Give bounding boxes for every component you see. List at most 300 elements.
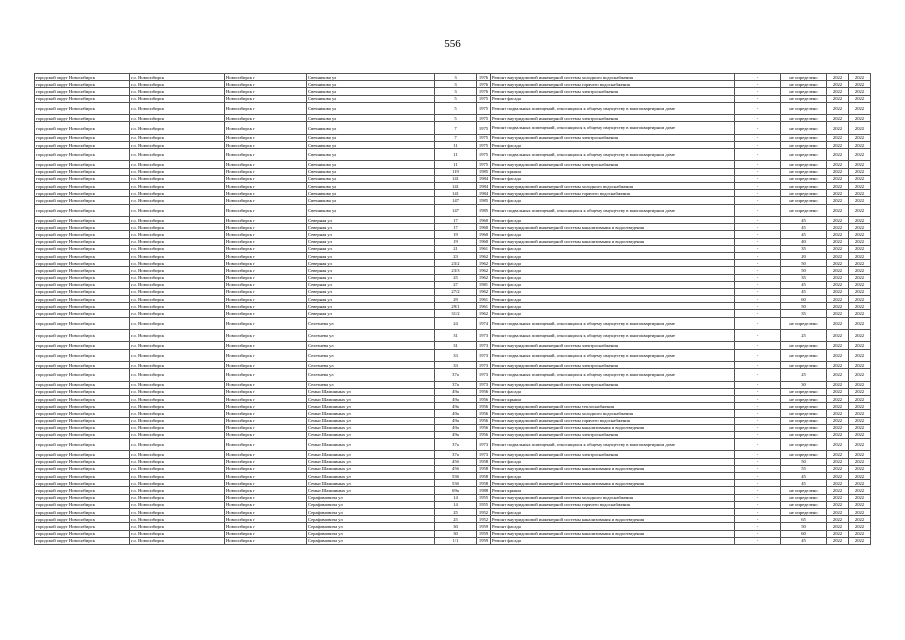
cell-cost-value: не определено <box>781 417 827 424</box>
cell-year-end: 2022 <box>849 417 871 424</box>
cell-year-end: 2022 <box>849 530 871 537</box>
table-row <box>35 501 871 508</box>
table-row <box>35 81 871 88</box>
table-row <box>35 487 871 494</box>
cell-house-number: 49а <box>435 395 477 402</box>
cell-district: г.о. Новосибирск <box>130 465 225 472</box>
cell-year-end: 2022 <box>849 516 871 523</box>
cell-year-end: 2022 <box>849 190 871 197</box>
cell-work-type: Ремонт подвальных помещений, относящихся к общему имуществу в многоквартирном доме <box>491 204 735 216</box>
cell-street: Свечникова ул <box>307 168 435 175</box>
cell-year-start: 2022 <box>827 523 849 530</box>
cell-district: г.о. Новосибирск <box>130 115 225 122</box>
cell-district: г.о. Новосибирск <box>130 451 225 458</box>
cell-year-end: 2022 <box>849 494 871 501</box>
cell-work-type: Ремонт фасада <box>491 95 735 102</box>
cell-build-year: 1984 <box>477 183 491 190</box>
cell-district: г.о. Новосибирск <box>130 190 225 197</box>
cell-district: г.о. Новосибирск <box>130 281 225 288</box>
cell-settlement: Новосибирск г <box>225 317 307 329</box>
cell-col-dash: - <box>735 361 781 368</box>
table-row <box>35 197 871 204</box>
cell-cost-value: не определено <box>781 134 827 141</box>
cell-street: Свечникова ул <box>307 122 435 134</box>
cell-cost-value: не определено <box>781 410 827 417</box>
cell-municipality: городской округ Новосибирск <box>35 473 130 480</box>
cell-street: Свечникова ул <box>307 95 435 102</box>
cell-settlement: Новосибирск г <box>225 508 307 515</box>
cell-municipality: городской округ Новосибирск <box>35 81 130 88</box>
cell-municipality: городской округ Новосибирск <box>35 494 130 501</box>
cell-year-end: 2022 <box>849 310 871 317</box>
table-row <box>35 458 871 465</box>
cell-street: Селезнева ул <box>307 361 435 368</box>
cell-street: Серафимовича ул <box>307 516 435 523</box>
cell-col-dash: - <box>735 95 781 102</box>
cell-settlement: Новосибирск г <box>225 267 307 274</box>
cell-settlement: Новосибирск г <box>225 252 307 259</box>
cell-municipality: городской округ Новосибирск <box>35 197 130 204</box>
cell-build-year: 1962 <box>477 310 491 317</box>
cell-district: г.о. Новосибирск <box>130 388 225 395</box>
cell-build-year: 1955 <box>477 494 491 501</box>
cell-build-year: 1975 <box>477 122 491 134</box>
cell-work-type: Ремонт внутридомовой инженерной системы канализования и водоотведения <box>491 238 735 245</box>
cell-cost-value: не определено <box>781 388 827 395</box>
cell-col-dash: - <box>735 439 781 451</box>
cell-municipality: городской округ Новосибирск <box>35 395 130 402</box>
table-row <box>35 317 871 329</box>
cell-house-number: 37а <box>435 369 477 381</box>
cell-house-number: 147 <box>435 197 477 204</box>
cell-street: Свечникова ул <box>307 190 435 197</box>
cell-house-number: 30 <box>435 523 477 530</box>
table-row <box>35 204 871 216</box>
cell-settlement: Новосибирск г <box>225 238 307 245</box>
cell-year-start: 2022 <box>827 224 849 231</box>
cell-street: Селезнева ул <box>307 369 435 381</box>
cell-street: Свечникова ул <box>307 183 435 190</box>
cell-work-type: Ремонт внутридомовой инженерной системы канализования и водоотведения <box>491 480 735 487</box>
cell-district: г.о. Новосибирск <box>130 303 225 310</box>
table-row <box>35 303 871 310</box>
table-row <box>35 231 871 238</box>
cell-municipality: городской округ Новосибирск <box>35 516 130 523</box>
cell-work-type: Ремонт подвальных помещений, относящихся к общему имуществу в многоквартирном доме <box>491 149 735 161</box>
page-number: 556 <box>444 38 461 50</box>
cell-col-dash: - <box>735 424 781 431</box>
cell-build-year: 1973 <box>477 361 491 368</box>
cell-col-dash: - <box>735 388 781 395</box>
cell-street: Серафимовича ул <box>307 508 435 515</box>
cell-year-start: 2022 <box>827 190 849 197</box>
cell-col-dash: - <box>735 480 781 487</box>
cell-year-start: 2022 <box>827 88 849 95</box>
cell-cost-value: не определено <box>781 342 827 349</box>
cell-year-start: 2022 <box>827 122 849 134</box>
cell-build-year: 1961 <box>477 245 491 252</box>
cell-year-end: 2022 <box>849 141 871 148</box>
cell-cost-value: 45 <box>781 288 827 295</box>
cell-house-number: 14 <box>435 501 477 508</box>
cell-cost-value: 25 <box>781 369 827 381</box>
cell-year-start: 2022 <box>827 487 849 494</box>
cell-district: г.о. Новосибирск <box>130 417 225 424</box>
cell-year-start: 2022 <box>827 134 849 141</box>
cell-work-type: Ремонт подвальных помещений, относящихся к общему имуществу в многоквартирном доме <box>491 122 735 134</box>
cell-build-year: 1955 <box>477 501 491 508</box>
cell-district: г.о. Новосибирск <box>130 381 225 388</box>
cell-year-start: 2022 <box>827 361 849 368</box>
table-row <box>35 480 871 487</box>
cell-cost-value: 50 <box>781 523 827 530</box>
cell-col-dash: - <box>735 175 781 182</box>
cell-col-dash: - <box>735 134 781 141</box>
cell-year-start: 2022 <box>827 388 849 395</box>
cell-work-type: Ремонт фасада <box>491 217 735 224</box>
cell-col-dash: - <box>735 149 781 161</box>
cell-municipality: городской округ Новосибирск <box>35 134 130 141</box>
cell-municipality: городской округ Новосибирск <box>35 74 130 81</box>
cell-municipality: городской округ Новосибирск <box>35 342 130 349</box>
cell-street: Семьи Шамшиных ул <box>307 431 435 438</box>
cell-district: г.о. Новосибирск <box>130 458 225 465</box>
cell-work-type: Ремонт внутридомовой инженерной системы электроснабжения <box>491 134 735 141</box>
cell-col-dash: - <box>735 410 781 417</box>
cell-build-year: 1973 <box>477 451 491 458</box>
cell-settlement: Новосибирск г <box>225 303 307 310</box>
cell-cost-value: не определено <box>781 197 827 204</box>
cell-street: Селезнева ул <box>307 330 435 342</box>
cell-municipality: городской округ Новосибирск <box>35 204 130 216</box>
cell-year-end: 2022 <box>849 361 871 368</box>
cell-cost-value: не определено <box>781 508 827 515</box>
cell-municipality: городской округ Новосибирск <box>35 361 130 368</box>
cell-year-start: 2022 <box>827 330 849 342</box>
cell-work-type: Ремонт внутридомовой инженерной системы электроснабжения <box>491 115 735 122</box>
cell-col-dash: - <box>735 403 781 410</box>
cell-build-year: 1975 <box>477 102 491 114</box>
cell-col-dash: - <box>735 224 781 231</box>
cell-build-year: 1958 <box>477 465 491 472</box>
cell-settlement: Новосибирск г <box>225 95 307 102</box>
cell-house-number: 33 <box>435 361 477 368</box>
cell-district: г.о. Новосибирск <box>130 349 225 361</box>
cell-house-number: 11 <box>435 161 477 168</box>
cell-col-dash: - <box>735 303 781 310</box>
cell-col-dash: - <box>735 473 781 480</box>
repair-schedule-table <box>34 73 871 545</box>
cell-build-year: 1958 <box>477 458 491 465</box>
cell-year-end: 2022 <box>849 288 871 295</box>
cell-year-end: 2022 <box>849 183 871 190</box>
cell-municipality: городской округ Новосибирск <box>35 381 130 388</box>
cell-build-year: 1975 <box>477 115 491 122</box>
cell-year-end: 2022 <box>849 217 871 224</box>
cell-year-end: 2022 <box>849 487 871 494</box>
cell-year-end: 2022 <box>849 134 871 141</box>
cell-municipality: городской округ Новосибирск <box>35 410 130 417</box>
cell-cost-value: не определено <box>781 175 827 182</box>
cell-municipality: городской округ Новосибирск <box>35 149 130 161</box>
cell-settlement: Новосибирск г <box>225 439 307 451</box>
cell-house-number: 14 <box>435 494 477 501</box>
cell-street: Селезнева ул <box>307 349 435 361</box>
cell-municipality: городской округ Новосибирск <box>35 274 130 281</box>
cell-district: г.о. Новосибирск <box>130 523 225 530</box>
cell-settlement: Новосибирск г <box>225 480 307 487</box>
cell-col-dash: - <box>735 501 781 508</box>
cell-year-end: 2022 <box>849 501 871 508</box>
table-row <box>35 361 871 368</box>
table-row <box>35 451 871 458</box>
cell-work-type: Ремонт фасада <box>491 388 735 395</box>
cell-cost-value: не определено <box>781 317 827 329</box>
cell-street: Северная ул <box>307 281 435 288</box>
cell-district: г.о. Новосибирск <box>130 342 225 349</box>
cell-work-type: Ремонт внутридомовой инженерной системы горячего водоснабжения <box>491 81 735 88</box>
cell-year-start: 2022 <box>827 537 849 544</box>
cell-municipality: городской округ Новосибирск <box>35 88 130 95</box>
cell-municipality: городской округ Новосибирск <box>35 122 130 134</box>
cell-settlement: Новосибирск г <box>225 516 307 523</box>
cell-house-number: 17 <box>435 224 477 231</box>
table-row <box>35 381 871 388</box>
cell-settlement: Новосибирск г <box>225 204 307 216</box>
cell-district: г.о. Новосибирск <box>130 361 225 368</box>
cell-street: Семьи Шамшиных ул <box>307 465 435 472</box>
cell-settlement: Новосибирск г <box>225 395 307 402</box>
cell-cost-value: не определено <box>781 115 827 122</box>
cell-year-end: 2022 <box>849 369 871 381</box>
cell-year-end: 2022 <box>849 267 871 274</box>
cell-year-start: 2022 <box>827 342 849 349</box>
cell-district: г.о. Новосибирск <box>130 508 225 515</box>
cell-district: г.о. Новосибирск <box>130 81 225 88</box>
cell-street: Северная ул <box>307 310 435 317</box>
cell-col-dash: - <box>735 267 781 274</box>
cell-municipality: городской округ Новосибирск <box>35 388 130 395</box>
cell-work-type: Ремонт фасада <box>491 288 735 295</box>
cell-build-year: 1958 <box>477 473 491 480</box>
cell-year-end: 2022 <box>849 342 871 349</box>
cell-year-start: 2022 <box>827 296 849 303</box>
cell-cost-value: 45 <box>781 480 827 487</box>
table-row <box>35 115 871 122</box>
cell-work-type: Ремонт крыши <box>491 395 735 402</box>
cell-col-dash: - <box>735 161 781 168</box>
cell-district: г.о. Новосибирск <box>130 501 225 508</box>
cell-settlement: Новосибирск г <box>225 342 307 349</box>
cell-cost-value: не определено <box>781 122 827 134</box>
cell-street: Семьи Шамшиных ул <box>307 487 435 494</box>
cell-settlement: Новосибирск г <box>225 388 307 395</box>
cell-build-year: 1976 <box>477 81 491 88</box>
cell-street: Свечникова ул <box>307 141 435 148</box>
cell-house-number: 49а <box>435 410 477 417</box>
cell-col-dash: - <box>735 115 781 122</box>
cell-year-start: 2022 <box>827 175 849 182</box>
cell-settlement: Новосибирск г <box>225 74 307 81</box>
cell-build-year: 1985 <box>477 168 491 175</box>
cell-year-start: 2022 <box>827 267 849 274</box>
cell-municipality: городской округ Новосибирск <box>35 190 130 197</box>
cell-house-number: 49а <box>435 403 477 410</box>
table-row <box>35 537 871 544</box>
cell-build-year: 1985 <box>477 204 491 216</box>
table-row <box>35 439 871 451</box>
table-row <box>35 141 871 148</box>
cell-cost-value: не определено <box>781 451 827 458</box>
cell-build-year: 1984 <box>477 175 491 182</box>
cell-house-number: 45б <box>435 465 477 472</box>
table-row <box>35 330 871 342</box>
table-row <box>35 417 871 424</box>
cell-house-number: 49а <box>435 417 477 424</box>
cell-district: г.о. Новосибирск <box>130 74 225 81</box>
cell-year-end: 2022 <box>849 451 871 458</box>
cell-year-end: 2022 <box>849 388 871 395</box>
table-row <box>35 342 871 349</box>
cell-year-start: 2022 <box>827 310 849 317</box>
cell-settlement: Новосибирск г <box>225 296 307 303</box>
cell-settlement: Новосибирск г <box>225 417 307 424</box>
cell-cost-value: не определено <box>781 95 827 102</box>
table-row <box>35 473 871 480</box>
cell-municipality: городской округ Новосибирск <box>35 141 130 148</box>
cell-municipality: городской округ Новосибирск <box>35 281 130 288</box>
cell-house-number: 141 <box>435 175 477 182</box>
cell-cost-value: не определено <box>781 361 827 368</box>
cell-work-type: Ремонт фасада <box>491 245 735 252</box>
cell-year-end: 2022 <box>849 303 871 310</box>
cell-municipality: городской округ Новосибирск <box>35 508 130 515</box>
cell-cost-value: 25 <box>781 330 827 342</box>
cell-col-dash: - <box>735 330 781 342</box>
cell-street: Северная ул <box>307 303 435 310</box>
cell-settlement: Новосибирск г <box>225 161 307 168</box>
cell-street: Семьи Шамшиных ул <box>307 403 435 410</box>
cell-year-start: 2022 <box>827 465 849 472</box>
cell-house-number: 5 <box>435 102 477 114</box>
table-row <box>35 95 871 102</box>
cell-district: г.о. Новосибирск <box>130 288 225 295</box>
cell-street: Северная ул <box>307 288 435 295</box>
cell-municipality: городской округ Новосибирск <box>35 369 130 381</box>
table-row <box>35 508 871 515</box>
cell-settlement: Новосибирск г <box>225 224 307 231</box>
cell-work-type: Ремонт фасада <box>491 310 735 317</box>
cell-house-number: 23/2 <box>435 260 477 267</box>
cell-street: Северная ул <box>307 224 435 231</box>
cell-year-start: 2022 <box>827 281 849 288</box>
cell-cost-value: 35 <box>781 245 827 252</box>
cell-house-number: 11 <box>435 141 477 148</box>
cell-work-type: Ремонт подвальных помещений, относящихся к общему имуществу в многоквартирном доме <box>491 439 735 451</box>
cell-house-number: 119 <box>435 168 477 175</box>
table-row <box>35 410 871 417</box>
cell-build-year: 1956 <box>477 424 491 431</box>
cell-house-number: 19 <box>435 231 477 238</box>
cell-year-start: 2022 <box>827 217 849 224</box>
table-row <box>35 388 871 395</box>
cell-house-number: 53б <box>435 480 477 487</box>
table-row <box>35 149 871 161</box>
cell-municipality: городской округ Новосибирск <box>35 175 130 182</box>
cell-house-number: 147 <box>435 204 477 216</box>
cell-work-type: Ремонт фасада <box>491 252 735 259</box>
cell-street: Свечникова ул <box>307 175 435 182</box>
cell-district: г.о. Новосибирск <box>130 410 225 417</box>
cell-settlement: Новосибирск г <box>225 141 307 148</box>
cell-district: г.о. Новосибирск <box>130 95 225 102</box>
cell-district: г.о. Новосибирск <box>130 516 225 523</box>
cell-year-end: 2022 <box>849 424 871 431</box>
cell-build-year: 1962 <box>477 288 491 295</box>
cell-house-number: 7 <box>435 122 477 134</box>
cell-year-start: 2022 <box>827 288 849 295</box>
cell-street: Северная ул <box>307 245 435 252</box>
cell-municipality: городской округ Новосибирск <box>35 458 130 465</box>
cell-district: г.о. Новосибирск <box>130 149 225 161</box>
cell-col-dash: - <box>735 190 781 197</box>
cell-district: г.о. Новосибирск <box>130 310 225 317</box>
cell-build-year: 1973 <box>477 349 491 361</box>
cell-year-end: 2022 <box>849 381 871 388</box>
cell-col-dash: - <box>735 168 781 175</box>
cell-col-dash: - <box>735 417 781 424</box>
table-row <box>35 102 871 114</box>
cell-cost-value: 60 <box>781 296 827 303</box>
cell-year-end: 2022 <box>849 537 871 544</box>
cell-year-start: 2022 <box>827 395 849 402</box>
cell-build-year: 1975 <box>477 161 491 168</box>
cell-municipality: городской округ Новосибирск <box>35 501 130 508</box>
cell-year-start: 2022 <box>827 381 849 388</box>
table-row <box>35 395 871 402</box>
cell-cost-value: не определено <box>781 494 827 501</box>
cell-house-number: 5 <box>435 95 477 102</box>
cell-settlement: Новосибирск г <box>225 288 307 295</box>
cell-work-type: Ремонт внутридомовой инженерной системы электроснабжения <box>491 342 735 349</box>
cell-district: г.о. Новосибирск <box>130 134 225 141</box>
cell-municipality: городской округ Новосибирск <box>35 183 130 190</box>
cell-col-dash: - <box>735 451 781 458</box>
cell-street: Семьи Шамшиных ул <box>307 439 435 451</box>
cell-cost-value: 30 <box>781 381 827 388</box>
cell-cost-value: не определено <box>781 149 827 161</box>
cell-work-type: Ремонт внутридомовой инженерной системы холодного водоснабжения <box>491 410 735 417</box>
cell-col-dash: - <box>735 281 781 288</box>
cell-build-year: 1960 <box>477 238 491 245</box>
cell-settlement: Новосибирск г <box>225 349 307 361</box>
cell-build-year: 1975 <box>477 134 491 141</box>
cell-municipality: городской округ Новосибирск <box>35 303 130 310</box>
cell-settlement: Новосибирск г <box>225 431 307 438</box>
table-row <box>35 88 871 95</box>
cell-district: г.о. Новосибирск <box>130 122 225 134</box>
cell-cost-value: 35 <box>781 310 827 317</box>
cell-year-start: 2022 <box>827 115 849 122</box>
cell-street: Свечникова ул <box>307 74 435 81</box>
cell-cost-value: не определено <box>781 403 827 410</box>
cell-col-dash: - <box>735 516 781 523</box>
cell-municipality: городской округ Новосибирск <box>35 252 130 259</box>
cell-build-year: 1956 <box>477 417 491 424</box>
cell-col-dash: - <box>735 231 781 238</box>
cell-work-type: Ремонт внутридомовой инженерной системы электроснабжения <box>491 88 735 95</box>
cell-work-type: Ремонт внутридомовой инженерной системы горячего водоснабжения <box>491 501 735 508</box>
